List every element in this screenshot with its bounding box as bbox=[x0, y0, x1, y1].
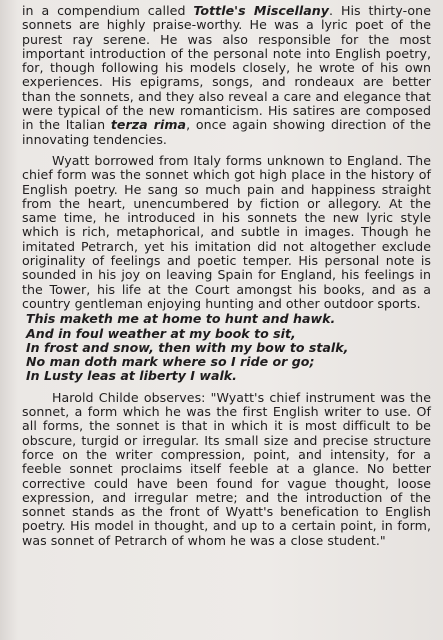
paragraph-tottles-miscellany bbox=[22, 4, 431, 147]
paragraph-wyatt-sonnet: Wyatt borrowed from Italy forms unknown to England. The chief form was the sonnet which got high place in the history of English poetry. He sang so much pain and happiness straight from the heart, unencumbered by fiction or allegory. At the same time, he introduced in his sonnets the new lyric style which is rich, metaphorical, and subtle in images. Though he imitated Petrarch, yet his imitation did not altogether exclude originality of feelings and poetic temper. His personal note is sounded in his joy on leaving Spain for England, his feelings in the Tower, his life at the Court amongst his books, and as a country gentleman enjoying hunting and other outdoor sports. bbox=[22, 152, 431, 311]
paragraph1-text-end: , once again showing direction of the innovating tendencies. bbox=[22, 117, 431, 147]
paragraph1-text-middle: . His thirty-one sonnets are highly praise-worthy. He was a lyric poet of the purest ray serene. He was also responsible for the most important introduction of the personal note into English poetry, for, though following his models closely, he wrote of his own experiences. His epigrams, songs, and rondeaux are better than the sonnets, and they also reveal a care and elegance that were typical of the new romanticism. His satires are composed in the Italian bbox=[22, 3, 431, 133]
poem-line: In Lusty leas at liberty I walk. bbox=[26, 368, 237, 384]
paragraph1-text-start: in a compendium called bbox=[22, 3, 194, 18]
book-title: Tottle's Miscellany bbox=[193, 3, 330, 18]
poem-line: This maketh me at home to hunt and hawk. bbox=[26, 311, 336, 327]
poem-line: And in foul weather at my book to sit, bbox=[26, 325, 296, 341]
poem-quote bbox=[26, 312, 431, 383]
poem-line: In frost and snow, then with my bow to stalk, bbox=[26, 339, 349, 355]
poem-line: No man doth mark where so I ride or go; bbox=[26, 354, 315, 370]
paragraph-harold-childe: Harold Childe observes: "Wyatt's chief instrument was the sonnet, a form which he was the first English writer to use. Of all forms, the sonnet is that in which it is most difficult to be obscure, turgid or irregular. Its small size and precise structure force on the writer compression, point, and intensity, for a feeble sonnet proclaims itself feeble at a glance. No better corrective could have been found for vague thought, loose expression, and irregular metre; and the introduction of the sonnet stands as the front of Wyatt's benefication to English poetry. His model in thought, and up to a certain point, in form, was sonnet of Petrarch of whom he was a close student." bbox=[22, 389, 431, 548]
terza-rima-term: terza rima bbox=[110, 117, 187, 133]
